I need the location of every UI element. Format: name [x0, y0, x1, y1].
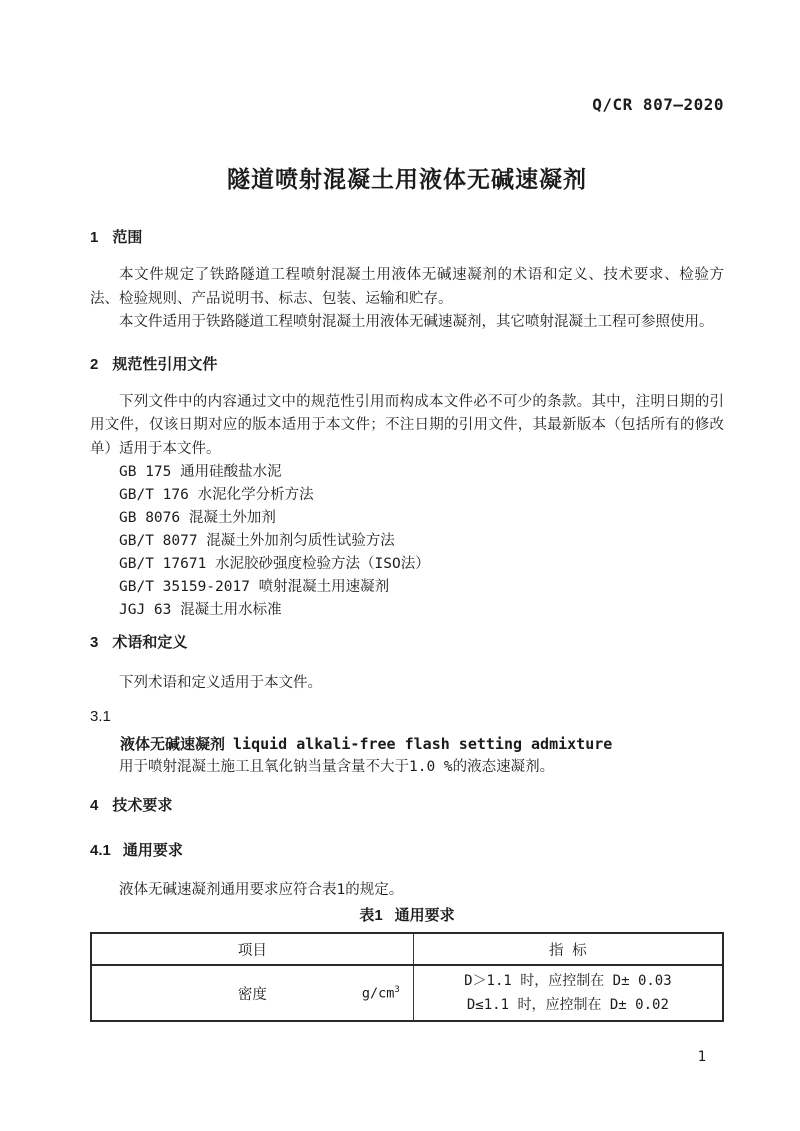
section-1-body [90, 264, 724, 335]
section-3-heading [90, 634, 724, 652]
column-header-indicator: 指 标 [413, 933, 723, 965]
table-header-row [91, 933, 723, 965]
term-name-english: liquid alkali-free flash setting admixture [233, 734, 613, 753]
section-2-title: 规范性引用文件 [112, 355, 218, 373]
section-4-1-number: 4.1 [90, 841, 111, 859]
indicator-line: D＞1.1 时，应控制在 D± 0.03 [464, 973, 672, 989]
indicator-line: D≤1.1 时，应控制在 D± 0.02 [466, 997, 669, 1013]
table-1-caption-title: 通用要求 [394, 907, 455, 924]
section-3-number: 3 [90, 634, 99, 651]
term-name-chinese: 液体无碱速凝剂 [120, 735, 226, 753]
density-unit-base: g/cm [361, 985, 395, 1002]
reference-item: GB/T 8077 混凝土外加剂匀质性试验方法 [119, 533, 395, 549]
reference-item: GB/T 17671 水泥胶砂强度检验方法（ISO法） [119, 556, 430, 572]
column-header-item: 项目 [91, 933, 413, 965]
document-title: 隧道喷射混凝土用液体无碱速凝剂 [227, 166, 587, 192]
page-number: 1 [697, 1049, 706, 1065]
section-1-heading [90, 229, 724, 247]
reference-item: JGJ 63 混凝土用水标准 [119, 602, 282, 618]
density-unit [362, 985, 400, 1002]
reference-item: GB 175 通用硅酸盐水泥 [119, 464, 282, 480]
section-2-number: 2 [90, 355, 99, 373]
term-definition-line [90, 733, 724, 757]
paragraph: 本文件规定了铁路隧道工程喷射混凝土用液体无碱速凝剂的术语和定义、技术要求、检验方法、检验规则、产品说明书、标志、包装、运输和贮存。 [90, 267, 724, 307]
section-4-1-heading [90, 842, 724, 860]
reference-item: GB/T 176 水泥化学分析方法 [119, 487, 314, 503]
section-3-intro: 下列术语和定义适用于本文件。 [119, 675, 322, 691]
paragraph: 本文件适用于铁路隧道工程喷射混凝土用液体无碱速凝剂，其它喷射混凝土工程可参照使用。 [119, 314, 714, 330]
section-2-heading [90, 356, 724, 374]
term-clause-number: 3.1 [90, 707, 111, 725]
section-2-intro: 下列文件中的内容通过文中的规范性引用而构成本文件必不可少的条款。其中，注明日期的引用文件，仅该日期对应的版本适用于本文件；不注日期的引用文件，其最新版本（包括所有的修改单）适用于本文件。 [90, 393, 724, 457]
term-definition-text: 用于喷射混凝土施工且氧化钠当量含量不大于1.0 %的液态速凝剂。 [119, 759, 555, 775]
reference-item: GB/T 35159-2017 喷射混凝土用速凝剂 [119, 579, 390, 595]
standard-code: Q/CR 807—2020 [592, 95, 724, 114]
section-4-heading [90, 797, 724, 815]
cell-density-item [91, 965, 413, 1021]
cell-density-indicator [413, 965, 723, 1021]
reference-item: GB 8076 混凝土外加剂 [119, 510, 276, 526]
density-unit-exponent: 3 [394, 984, 400, 995]
table-general-requirements [90, 932, 724, 1022]
table-1-caption-label: 表1 [359, 907, 383, 924]
section-1-number: 1 [90, 229, 99, 246]
section-1-title: 范围 [112, 229, 143, 246]
section-4-title: 技术要求 [112, 796, 173, 814]
section-3-title: 术语和定义 [112, 634, 188, 651]
density-label: 密度 [237, 986, 267, 1003]
section-4-1-paragraph: 液体无碱速凝剂通用要求应符合表1的规定。 [119, 881, 404, 898]
table-1-caption [90, 907, 724, 925]
table-row [91, 965, 723, 1021]
section-4-number: 4 [90, 796, 99, 814]
reference-list [90, 461, 724, 622]
section-4-1-title: 通用要求 [122, 841, 183, 859]
